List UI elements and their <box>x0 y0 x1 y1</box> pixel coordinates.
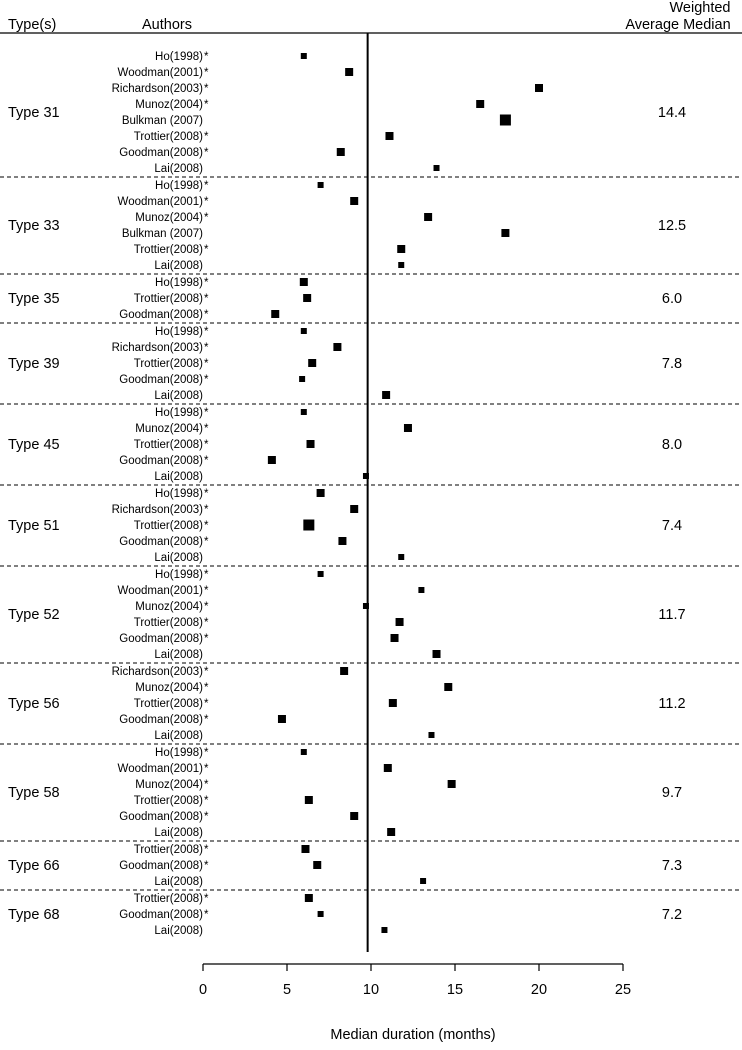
weighted-average-value: 6.0 <box>661 291 683 307</box>
group-label: Type 52 <box>8 607 60 623</box>
asterisk-mark: * <box>204 504 209 516</box>
asterisk-mark: * <box>204 714 209 726</box>
author-label: Munoz(2004) <box>135 212 203 224</box>
asterisk-mark: * <box>204 569 209 581</box>
author-label: Goodman(2008) <box>119 374 203 386</box>
author-label: Lai(2008) <box>154 390 203 402</box>
author-label: Ho(1998) <box>155 747 203 759</box>
author-label: Lai(2008) <box>154 260 203 272</box>
author-label: Richardson(2003) <box>111 504 203 516</box>
asterisk-mark: * <box>204 666 209 678</box>
study-point <box>404 424 412 432</box>
asterisk-mark: * <box>204 585 209 597</box>
author-label: Trottier(2008) <box>133 844 203 856</box>
asterisk-mark: * <box>204 67 209 79</box>
x-tick-label: 15 <box>446 982 464 998</box>
study-point <box>301 749 307 755</box>
study-point <box>391 634 399 642</box>
study-point <box>428 732 434 738</box>
asterisk-mark: * <box>204 488 209 500</box>
asterisk-mark: * <box>204 811 209 823</box>
study-point <box>396 618 404 626</box>
study-point <box>340 667 348 675</box>
study-point <box>301 53 307 59</box>
study-point <box>337 148 345 156</box>
study-point <box>338 537 346 545</box>
study-point <box>444 683 452 691</box>
group-label: Type 68 <box>8 907 60 923</box>
x-tick-label: 10 <box>362 982 380 998</box>
study-point <box>303 294 311 302</box>
asterisk-mark: * <box>204 844 209 856</box>
study-point <box>501 229 509 237</box>
plot-layer <box>0 33 742 1043</box>
author-label: Trottier(2008) <box>133 795 203 807</box>
study-point <box>345 68 353 76</box>
study-point <box>301 328 307 334</box>
author-label: Goodman(2008) <box>119 147 203 159</box>
author-label: Lai(2008) <box>154 730 203 742</box>
group-label: Type 31 <box>8 105 60 121</box>
author-label: Goodman(2008) <box>119 633 203 645</box>
study-point <box>271 310 279 318</box>
group-label: Type 39 <box>8 356 60 372</box>
author-label: Ho(1998) <box>155 51 203 63</box>
author-label: Goodman(2008) <box>119 811 203 823</box>
author-label: Munoz(2004) <box>135 779 203 791</box>
study-point <box>305 796 313 804</box>
study-point <box>350 505 358 513</box>
study-point <box>318 911 324 917</box>
study-point <box>420 878 426 884</box>
author-label: Ho(1998) <box>155 277 203 289</box>
author-label: Ho(1998) <box>155 569 203 581</box>
study-point <box>385 132 393 140</box>
asterisk-mark: * <box>204 423 209 435</box>
group-label: Type 45 <box>8 437 60 453</box>
asterisk-mark: * <box>204 747 209 759</box>
study-point <box>318 182 324 188</box>
study-point <box>387 828 395 836</box>
author-label: Woodman(2001) <box>117 585 203 597</box>
group-label: Type 51 <box>8 518 60 534</box>
group-label: Type 35 <box>8 291 60 307</box>
author-label: Goodman(2008) <box>119 455 203 467</box>
group-label: Type 56 <box>8 696 60 712</box>
asterisk-mark: * <box>204 909 209 921</box>
header-types: Type(s) <box>8 17 57 33</box>
study-point <box>434 165 440 171</box>
author-label: Goodman(2008) <box>119 309 203 321</box>
weighted-average-value: 7.3 <box>661 858 683 874</box>
author-label: Woodman(2001) <box>117 67 203 79</box>
asterisk-mark: * <box>204 893 209 905</box>
study-point <box>433 650 441 658</box>
header-authors: Authors <box>142 17 192 33</box>
x-tick-label: 20 <box>530 982 548 998</box>
asterisk-mark: * <box>204 374 209 386</box>
weighted-average-value: 7.8 <box>661 356 683 372</box>
study-point <box>317 489 325 497</box>
author-label: Trottier(2008) <box>133 439 203 451</box>
asterisk-mark: * <box>204 455 209 467</box>
author-label: Trottier(2008) <box>133 293 203 305</box>
study-point <box>398 554 404 560</box>
asterisk-mark: * <box>204 763 209 775</box>
author-label: Ho(1998) <box>155 180 203 192</box>
study-point <box>301 845 309 853</box>
group-label: Type 33 <box>8 218 60 234</box>
author-label: Trottier(2008) <box>133 244 203 256</box>
author-label: Richardson(2003) <box>111 666 203 678</box>
group-label: Type 66 <box>8 858 60 874</box>
author-label: Trottier(2008) <box>133 131 203 143</box>
study-point <box>299 376 305 382</box>
author-label: Trottier(2008) <box>133 358 203 370</box>
study-point <box>398 262 404 268</box>
group-label: Type 58 <box>8 785 60 801</box>
author-label: Trottier(2008) <box>133 617 203 629</box>
study-point <box>397 245 405 253</box>
study-point <box>313 861 321 869</box>
author-label: Lai(2008) <box>154 552 203 564</box>
asterisk-mark: * <box>204 51 209 63</box>
asterisk-mark: * <box>204 520 209 532</box>
asterisk-mark: * <box>204 698 209 710</box>
author-label: Ho(1998) <box>155 407 203 419</box>
x-tick-label: 0 <box>198 982 208 998</box>
author-label: Lai(2008) <box>154 827 203 839</box>
study-point <box>308 359 316 367</box>
weighted-average-value: 9.7 <box>661 785 683 801</box>
asterisk-mark: * <box>204 244 209 256</box>
author-label: Bulkman (2007) <box>121 115 203 127</box>
study-point <box>384 764 392 772</box>
asterisk-mark: * <box>204 326 209 338</box>
asterisk-mark: * <box>204 147 209 159</box>
weighted-average-value: 7.2 <box>661 907 683 923</box>
study-point <box>333 343 341 351</box>
asterisk-mark: * <box>204 860 209 872</box>
study-point <box>268 456 276 464</box>
asterisk-mark: * <box>204 309 209 321</box>
author-label: Lai(2008) <box>154 649 203 661</box>
study-point <box>350 197 358 205</box>
asterisk-mark: * <box>204 795 209 807</box>
author-label: Munoz(2004) <box>135 682 203 694</box>
author-label: Lai(2008) <box>154 876 203 888</box>
author-label: Ho(1998) <box>155 488 203 500</box>
x-tick-label: 25 <box>614 982 632 998</box>
weighted-average-value: 8.0 <box>661 437 683 453</box>
asterisk-mark: * <box>204 131 209 143</box>
weighted-average-value: 12.5 <box>657 218 687 234</box>
study-point <box>350 812 358 820</box>
asterisk-mark: * <box>204 682 209 694</box>
study-point <box>389 699 397 707</box>
author-label: Goodman(2008) <box>119 860 203 872</box>
author-label: Bulkman (2007) <box>121 228 203 240</box>
weighted-average-value: 14.4 <box>657 105 687 121</box>
study-point <box>278 715 286 723</box>
study-point <box>307 440 315 448</box>
x-tick-label: 5 <box>282 982 292 998</box>
header-average-median: Average Median <box>625 17 731 33</box>
study-point <box>418 587 424 593</box>
asterisk-mark: * <box>204 180 209 192</box>
study-point <box>424 213 432 221</box>
author-label: Lai(2008) <box>154 471 203 483</box>
asterisk-mark: * <box>204 99 209 111</box>
study-point <box>305 894 313 902</box>
study-point <box>382 391 390 399</box>
author-label: Trottier(2008) <box>133 698 203 710</box>
author-label: Richardson(2003) <box>111 342 203 354</box>
author-label: Goodman(2008) <box>119 536 203 548</box>
author-label: Goodman(2008) <box>119 714 203 726</box>
asterisk-mark: * <box>204 83 209 95</box>
weighted-average-value: 11.7 <box>658 607 686 623</box>
asterisk-mark: * <box>204 342 209 354</box>
author-label: Woodman(2001) <box>117 763 203 775</box>
asterisk-mark: * <box>204 293 209 305</box>
author-label: Goodman(2008) <box>119 909 203 921</box>
asterisk-mark: * <box>204 439 209 451</box>
study-point <box>300 278 308 286</box>
weighted-average-value: 11.2 <box>658 696 686 712</box>
x-axis-title: Median duration (months) <box>330 1027 496 1043</box>
asterisk-mark: * <box>204 407 209 419</box>
asterisk-mark: * <box>204 633 209 645</box>
author-label: Munoz(2004) <box>135 99 203 111</box>
study-point <box>301 409 307 415</box>
asterisk-mark: * <box>204 277 209 289</box>
asterisk-mark: * <box>204 617 209 629</box>
study-point <box>448 780 456 788</box>
asterisk-mark: * <box>204 779 209 791</box>
study-point <box>500 115 511 126</box>
study-point <box>476 100 484 108</box>
author-label: Trottier(2008) <box>133 520 203 532</box>
asterisk-mark: * <box>204 358 209 370</box>
study-point <box>318 571 324 577</box>
author-label: Ho(1998) <box>155 326 203 338</box>
study-point <box>381 927 387 933</box>
header-weighted: Weighted <box>669 0 731 16</box>
asterisk-mark: * <box>204 536 209 548</box>
author-label: Munoz(2004) <box>135 423 203 435</box>
weighted-average-value: 7.4 <box>661 518 683 534</box>
author-label: Trottier(2008) <box>133 893 203 905</box>
author-label: Lai(2008) <box>154 925 203 937</box>
author-label: Munoz(2004) <box>135 601 203 613</box>
asterisk-mark: * <box>204 212 209 224</box>
asterisk-mark: * <box>204 196 209 208</box>
asterisk-mark: * <box>204 601 209 613</box>
study-point <box>535 84 543 92</box>
author-label: Lai(2008) <box>154 163 203 175</box>
study-point <box>303 520 314 531</box>
author-label: Richardson(2003) <box>111 83 203 95</box>
author-label: Woodman(2001) <box>117 196 203 208</box>
